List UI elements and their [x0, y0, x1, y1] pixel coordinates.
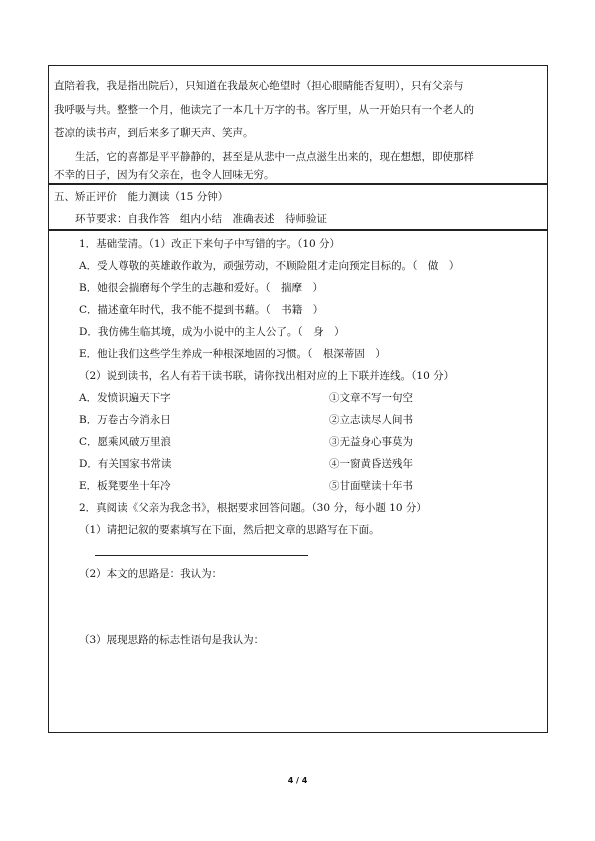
couplet-left-c: C．愿乘风破万里浪 — [79, 436, 172, 448]
couplet-left-a: A．发愤识遍天下字 — [79, 392, 171, 404]
q1-item-a: A．受人尊敬的英雄敢作敢为，顽强劳动，不顾险阻才走向预定目标的。（ 做 ） — [79, 260, 460, 272]
q1-item-c: C．描述童年时代，我不能不提到书藉。（ 书籍 ） — [79, 304, 324, 316]
couplet-left-b: B．万卷古今消永日 — [79, 414, 171, 426]
q1-item-d: D．我仿佛生临其境，成为小说中的主人公了。（ 身 ） — [79, 326, 345, 338]
exercise-box — [48, 230, 548, 733]
q2-sub2: （2）本文的思路是：我认为： — [79, 568, 223, 580]
passage-line: 我呼吸与共。整整一个月，他读完了一本几十万字的书。客厅里，从一开始只有一个老人的 — [54, 104, 474, 116]
q2-sub1: （1）请把记叙的要素填写在下面，然后把文章的思路写在下面。 — [79, 524, 380, 536]
q1-title: 1．基础莹清。（1）改正下来句子中写错的字。（10 分） — [79, 238, 341, 250]
passage-line: 直陪着我，我是指出院后），只知道在我最灰心绝望时（担心眼睛能否复明），只有父亲与 — [54, 80, 464, 92]
q2-title: 2．真阅读《父亲为我念书》，根据要求回答问题。（30 分，每小题 10 分） — [79, 502, 427, 514]
passage-line: 不幸的日子，因为有父亲在，也令人回味无穷。 — [54, 169, 275, 181]
q1-item-e: E．他让我们这些学生养成一种根深地固的习惯。（ 根深蒂固 ） — [79, 348, 386, 360]
q1-sub2-title: （2）说到读书，名人有若干读书联，请你找出相对应的上下联并连线。（10 分） — [79, 370, 455, 382]
q2-sub3: （3）展现思路的标志性语句是我认为： — [79, 634, 265, 646]
section5-title: 五、矫正评价 能力测读（15 分钟） — [54, 191, 229, 203]
section5-box — [48, 184, 548, 230]
passage-line: 苍凉的读书声，到后来多了聊天声、笑声。 — [54, 127, 254, 139]
couplet-right-5: ⑤甘面壁读十年书 — [329, 480, 413, 492]
passage-line: 生活，它的喜都是平平静静的，甚至是从悲中一点点滋生出来的，现在想想，即使那样 — [75, 151, 474, 163]
q1-item-b: B．她很会揣磨每个学生的志趣和爱好。（ 揣摩 ） — [79, 282, 323, 294]
couplet-left-e: E．板凳要坐十年冷 — [79, 480, 171, 492]
page-number: 4 / 4 — [287, 776, 308, 785]
couplet-left-d: D．有关国家书常读 — [79, 458, 172, 470]
couplet-right-1: ①文章不写一句空 — [329, 392, 413, 404]
couplet-right-2: ②立志读尽人间书 — [329, 414, 413, 426]
answer-blank-line[interactable] — [95, 555, 308, 556]
couplet-right-3: ③无益身心事莫为 — [329, 436, 413, 448]
section5-requirement: 环节要求：自我作答 组内小结 准确表述 待师验证 — [75, 213, 327, 225]
couplet-right-4: ④一窗黄昏送残年 — [329, 458, 413, 470]
passage-box — [48, 65, 548, 184]
